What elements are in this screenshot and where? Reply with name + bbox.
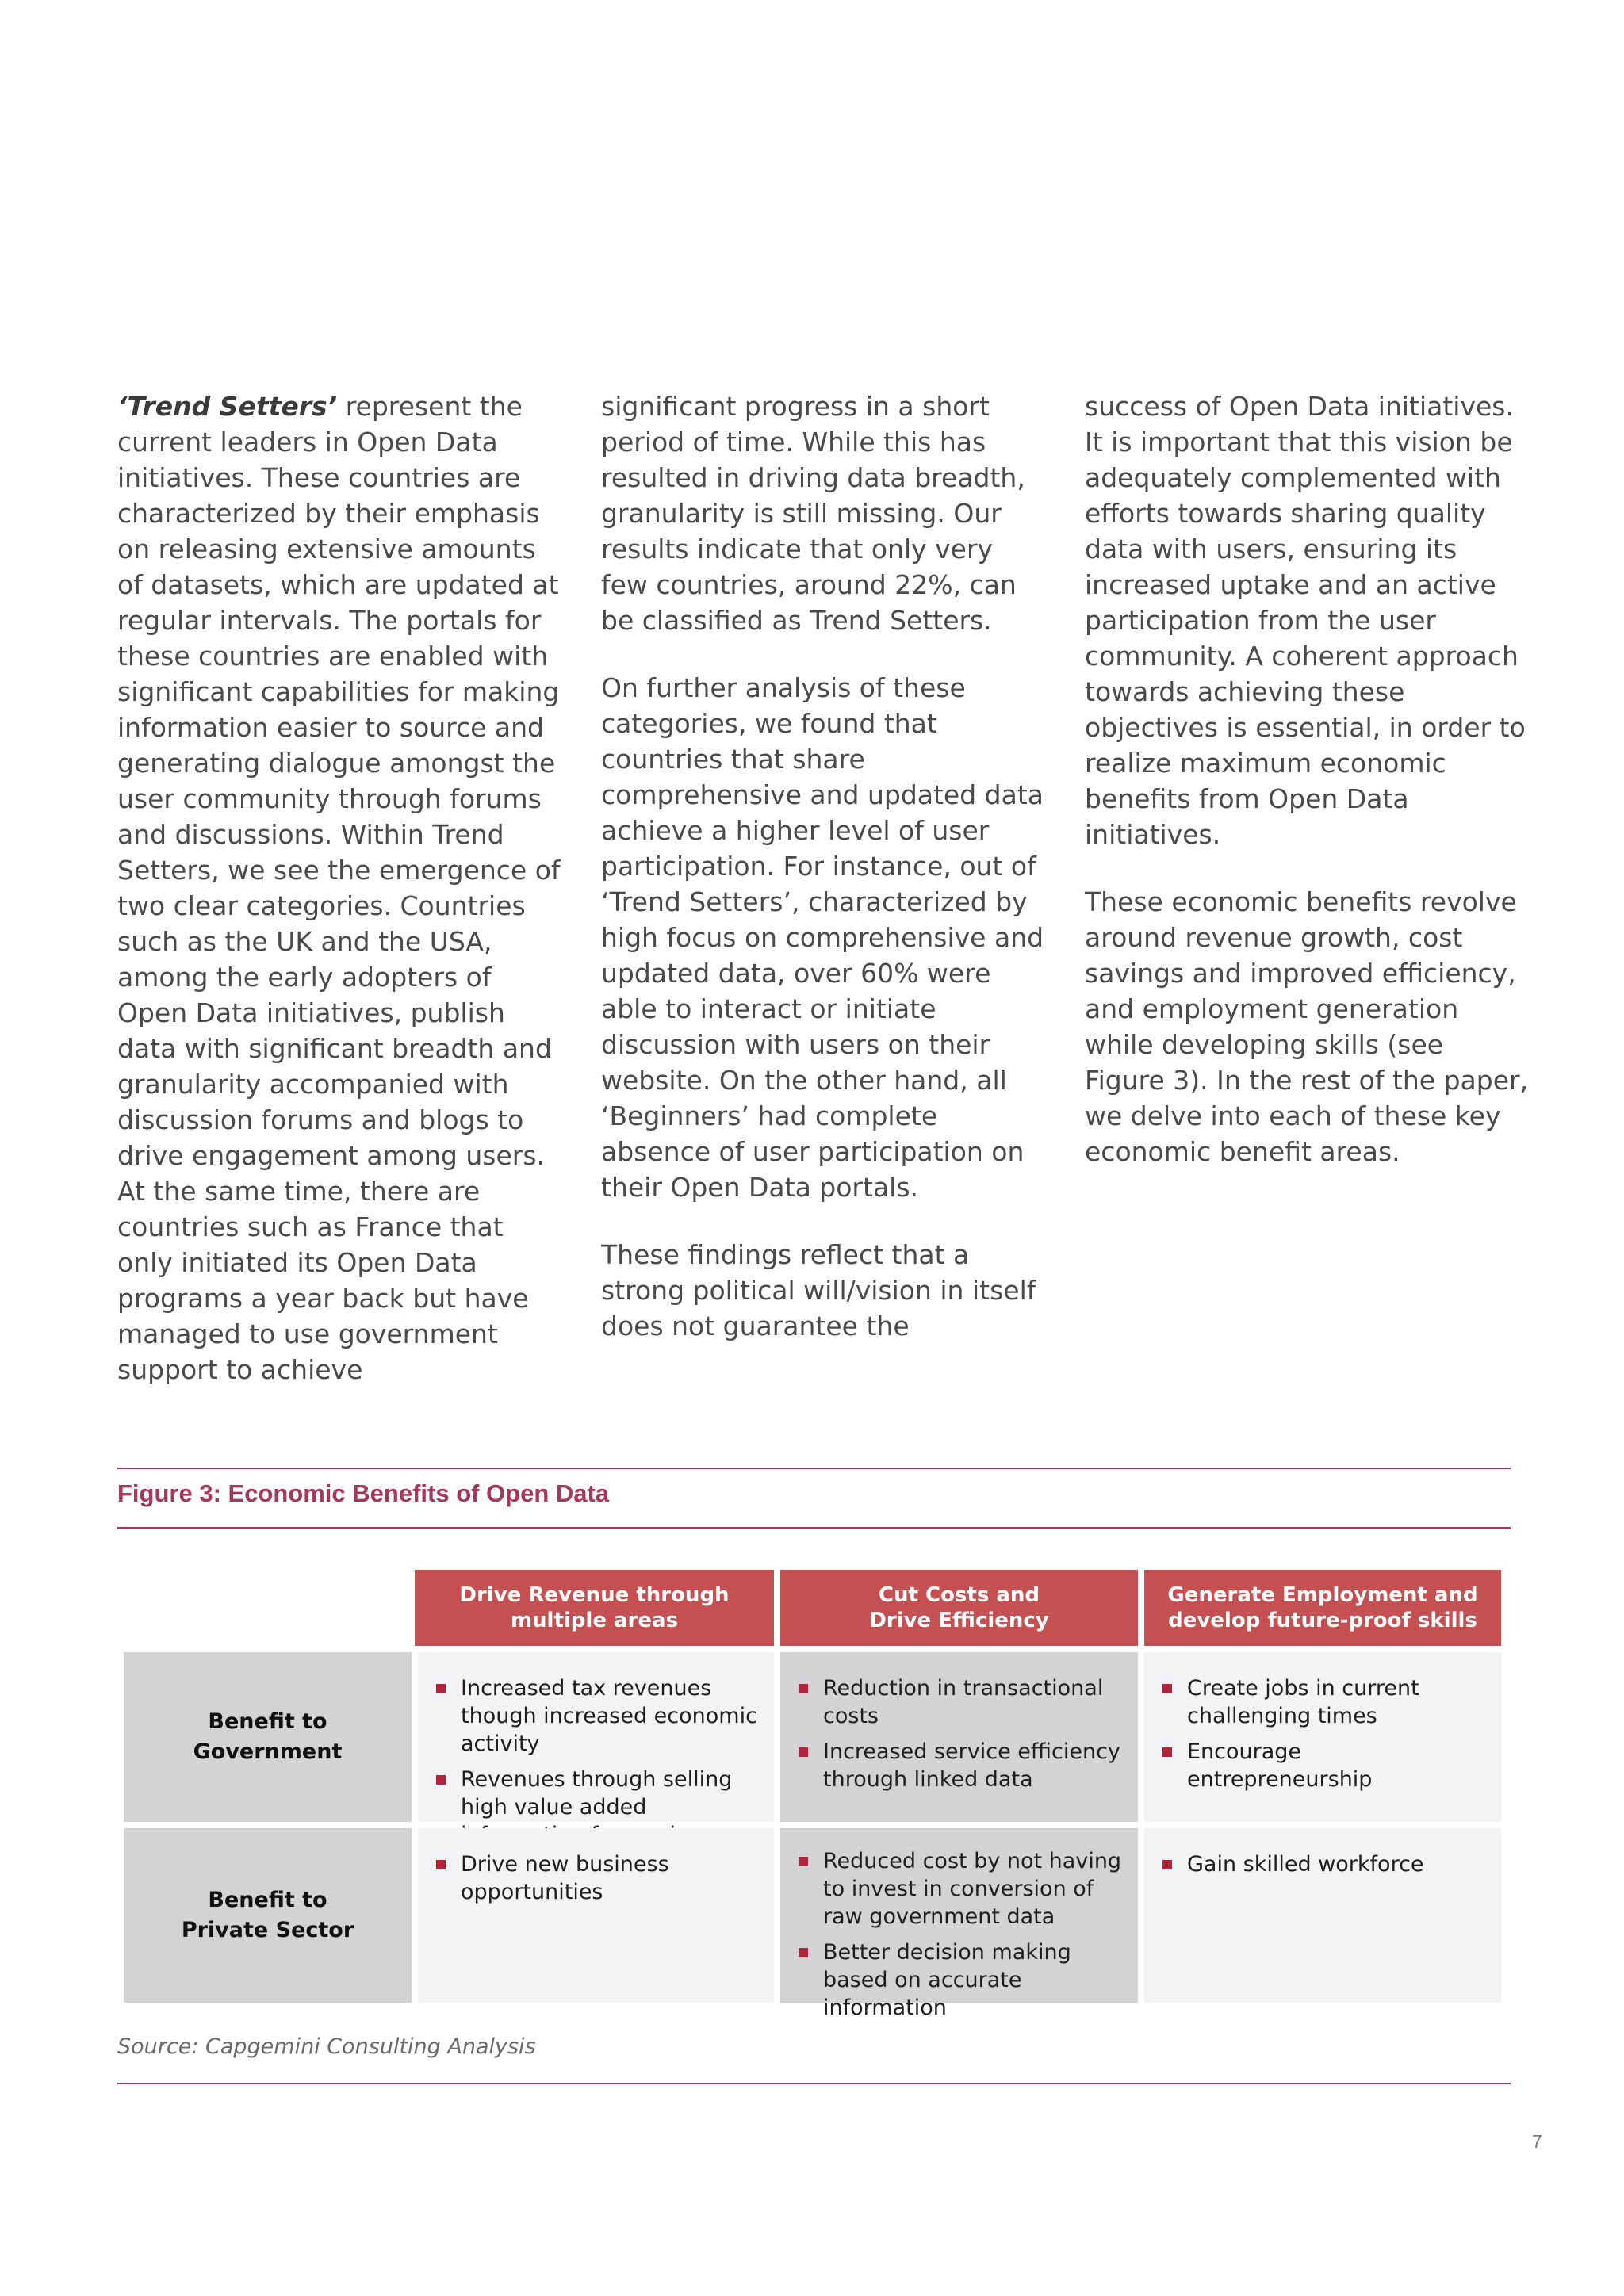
- figure-source: Source: Capgemini Consulting Analysis: [117, 2034, 536, 2059]
- paragraph-text: represent the current leaders in Open Data initiatives. These countries are characterized by their emphasis on releasing extensive amounts of datasets, which are updated at regular intervals. The portals for these countries are enabled with significant capabilities for making information easier to source and generating dialogue amongst the user community through forums and discussions. Within Trend Setters, we see the emergence of two clear categories. Countries such as the UK and the USA, among the early adopters of Open Data initiatives, publish data with significant breadth and granularity accompanied with discussion forums and blogs to drive engagement among users. At the same time, there are countries such as France that only initiated its Open Data programs a year back but have managed to use government support to achieve: [117, 391, 561, 1385]
- text-column-1: [117, 388, 561, 1419]
- column-header-costs: [780, 1570, 1138, 1646]
- header-line: Cut Costs and: [878, 1583, 1040, 1607]
- row-label-private-sector: [124, 1828, 412, 2003]
- bullet-list: [1144, 1652, 1501, 1793]
- list-item: Increased tax revenues though increased economic activity: [461, 1674, 763, 1758]
- row-label-line: Benefit to: [208, 1888, 327, 1912]
- header-line: multiple areas: [510, 1609, 679, 1632]
- row-label-line: Benefit to: [208, 1709, 327, 1734]
- cell-priv-revenue: [418, 1828, 774, 2003]
- text-column-3: [1085, 388, 1529, 1201]
- cell-gov-costs: [780, 1652, 1138, 1822]
- cell-gov-employment: [1144, 1652, 1501, 1822]
- header-line: develop future-proof skills: [1168, 1609, 1477, 1632]
- figure-title: Figure 3: Economic Benefits of Open Data: [117, 1479, 610, 1507]
- lead-term: ‘Trend Setters’: [117, 391, 338, 422]
- body-text: [117, 388, 1529, 1385]
- page-number: 7: [1532, 2131, 1542, 2152]
- list-item: Reduction in transactional costs: [823, 1674, 1127, 1730]
- bullet-list: [1144, 1828, 1501, 1878]
- header-line: Drive Efficiency: [869, 1609, 1049, 1632]
- cell-priv-costs: [780, 1828, 1138, 2020]
- bullet-list: [780, 1652, 1138, 1793]
- list-item: Gain skilled workforce: [1187, 1850, 1490, 1878]
- list-item: Reduced cost by not having to invest in conversion of raw government data: [823, 1847, 1127, 1931]
- paragraph: These findings reflect that a strong political will/vision in itself does not guarantee the: [601, 1239, 1036, 1341]
- list-item: Increased service efficiency through linked data: [823, 1738, 1127, 1793]
- paragraph: [117, 388, 561, 1387]
- bullet-list: [418, 1828, 774, 1906]
- cell-gov-revenue: [418, 1652, 774, 1822]
- figure-top-rule: [117, 1468, 1511, 1469]
- list-item: Revenues through selling high value added: [461, 1766, 763, 1849]
- column-header-employment: [1144, 1570, 1501, 1646]
- header-line: Generate Employment and: [1167, 1583, 1478, 1607]
- header-line: Drive Revenue through: [459, 1583, 730, 1607]
- cell-priv-employment: [1144, 1828, 1501, 2003]
- paragraph: significant progress in a short period of time. While this has resulted in driving data breadth, granularity is still missing. Our results indicate that only very few countries, around 22%, can be classified as Trend Setters.: [601, 391, 1025, 636]
- paragraph: success of Open Data initiatives. It is important that this vision be adequately complemented with efforts towards sharing quality data with users, ensuring its increased uptake and an active participation from the user community. A coherent approach towards achieving these objectives is essential, in order to realize maximum economic benefits from Open Data initiatives.: [1085, 391, 1526, 850]
- text-column-2: [601, 388, 1045, 1376]
- row-label-line: Private Sector: [181, 1918, 354, 1942]
- bullet-list: [418, 1652, 774, 1849]
- list-item: Create jobs in current challenging times: [1187, 1674, 1490, 1730]
- row-label-line: Government: [193, 1739, 343, 1764]
- list-item: Drive new business opportunities: [461, 1850, 763, 1906]
- list-item: Better decision making based on accurate information: [823, 1938, 1127, 2022]
- row-label-government: [124, 1652, 412, 1822]
- list-item: Encourage entrepreneurship: [1187, 1738, 1490, 1793]
- paragraph: These economic benefits revolve around revenue growth, cost savings and improved efficiency, and employment generation while developing skills (see Figure 3). In the rest of the paper, we delve into each of these key economic benefit areas.: [1085, 886, 1529, 1167]
- paragraph: On further analysis of these categories, we found that countries that share comprehensive and updated data achieve a higher level of user participation. For instance, out of ‘Trend Setters’, characterized by high focus on comprehensive and updated data, over 60% were able to interact or initiate discussion with users on their website. On the other hand, all ‘Beginners’ had complete absence of user participation on their Open Data portals.: [601, 672, 1044, 1203]
- figure-title-rule: [117, 1527, 1511, 1529]
- bullet-list: [780, 1828, 1138, 2022]
- column-header-revenue: [415, 1570, 774, 1646]
- figure-bottom-rule: [117, 2083, 1511, 2084]
